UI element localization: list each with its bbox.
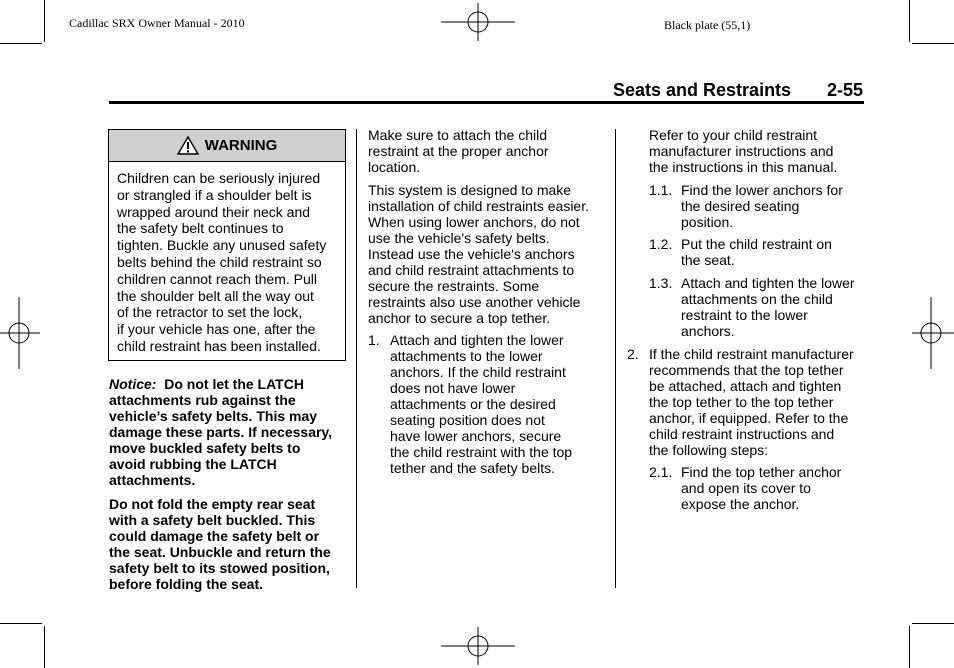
crop-mark [0,623,42,624]
paragraph-refer: Refer to your child restraint manufacturer instructions and the instructions in this manual. [649,127,838,175]
paragraph-system: This system is designed to make installation of child restraints easier. When using lower anchors, do not use the vehicle's safety belts. Instead use the vehicle's anchors and child restraint attachments to secure the restraints. Some restraints also use another vehicle anchor to secure a top tether. [368,182,589,326]
crop-mark [912,623,954,624]
registration-mark-icon [912,297,954,369]
warning-text: Children can be seriously injured or strangled if a shoulder belt is wrapped around their neck and the safety belt continues to tighten. Buckle any unused safety belts behind the child restraint so children cannot reach them. Pull the shoulder belt all the way out of the retractor to set the lock, if your vehicle has one, after the child restraint has been installed. [117,170,327,354]
registration-mark-icon [0,297,40,369]
crop-mark [909,626,910,668]
page-number: 2-55 [827,80,864,100]
crop-mark [44,0,45,42]
list-number: 1. [368,332,380,348]
column-divider [615,129,616,588]
warning-triangle-icon [177,136,199,155]
warning-header [109,130,345,162]
fold-warning-paragraph: Do not fold the empty rear seat with a safety belt buckled. This could damage the safety belt or the seat. Unbuckle and return the safety belt to its stowed position, before folding the seat. [109,496,331,592]
crop-mark [912,43,954,44]
crop-mark [909,0,910,42]
warning-label: WARNING [204,137,278,154]
manual-title: Cadillac SRX Owner Manual - 2010 [69,16,245,30]
warning-box [108,129,346,361]
crop-mark [0,43,42,44]
notice-label: Notice: [109,376,157,392]
crop-mark [44,626,45,668]
column-divider [356,129,357,588]
plate-label: Black plate (55,1) [664,18,751,32]
registration-mark-icon [441,627,515,665]
section-title: Seats and Restraints [613,80,792,100]
registration-mark-icon [441,3,515,41]
paragraph-attach: Make sure to attach the child restraint at the proper anchor location. [368,127,549,175]
header-rule [109,101,864,104]
notice-paragraph: Notice: Do not let the LATCH attachments rub against the vehicle’s safety belts. This may damage these parts. If necessary, move buckled safety belts to avoid rubbing the LATCH attachments. [109,376,333,488]
